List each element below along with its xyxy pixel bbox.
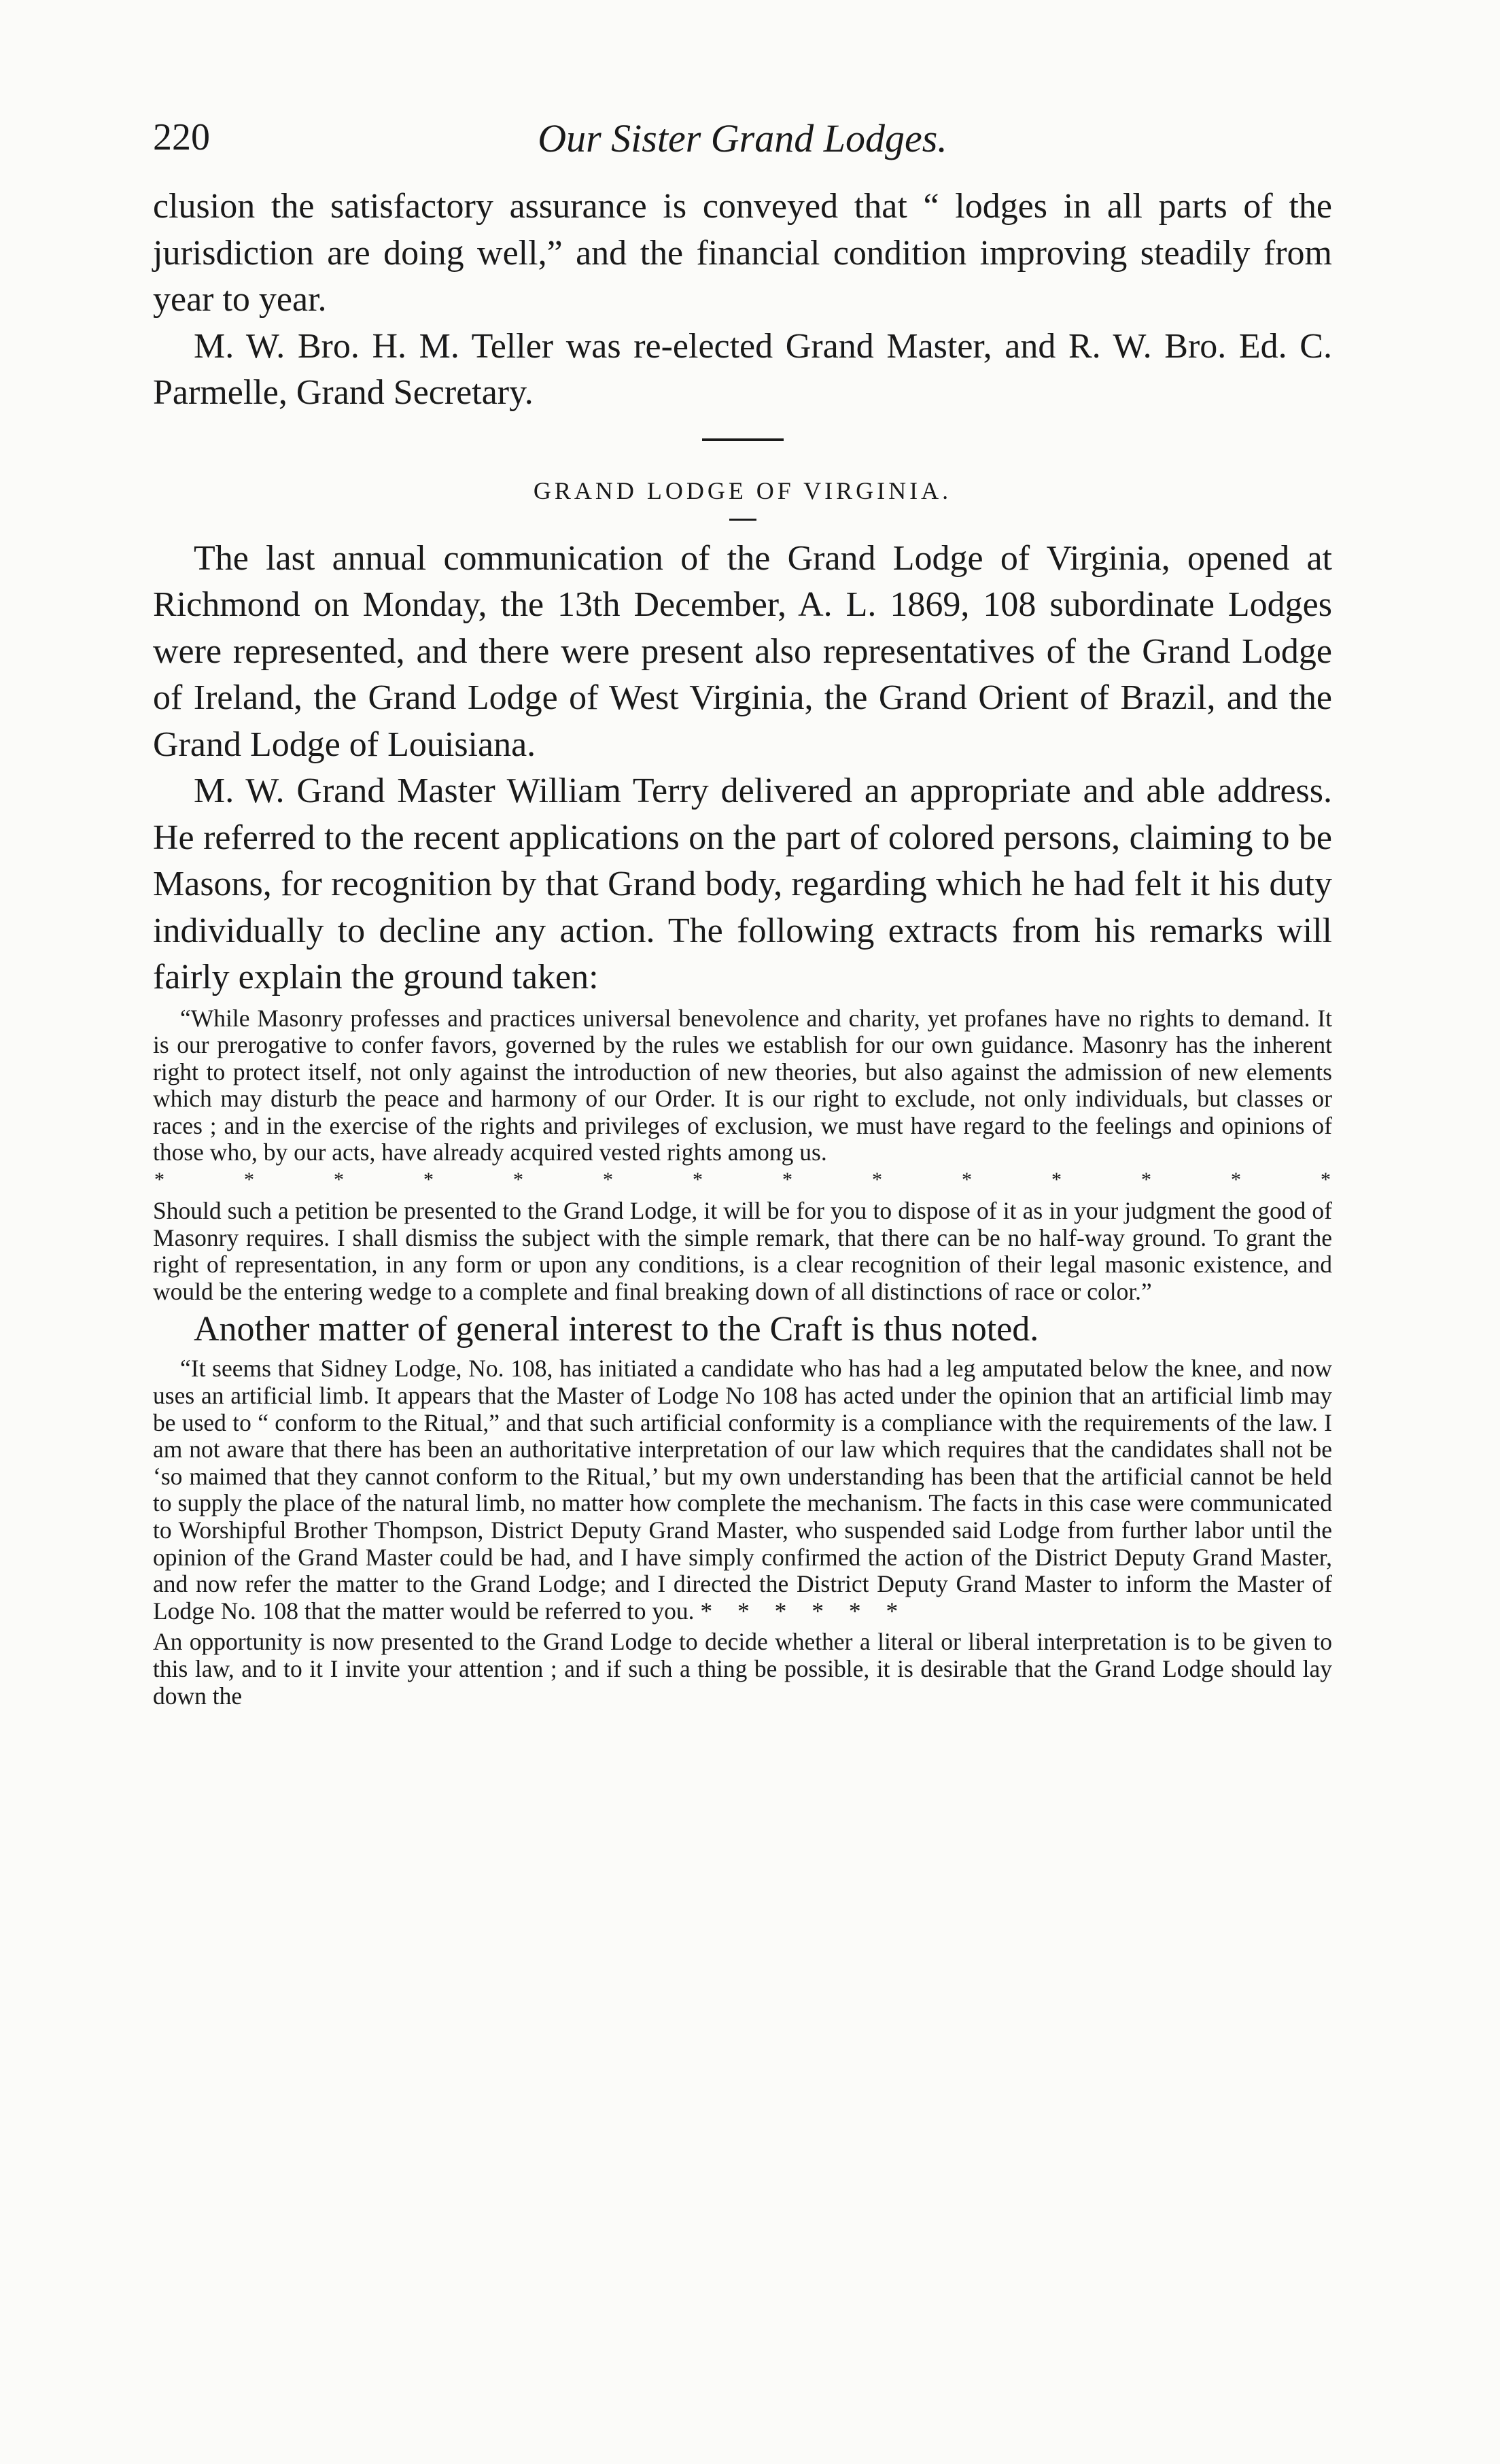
ellipsis-star: * (1231, 1168, 1241, 1192)
ellipsis-star: * (334, 1168, 344, 1192)
ellipsis-star: * (513, 1168, 523, 1192)
quote-two-part2: An opportunity is now presented to the Grand Lodge to decide whether a literal or liberal interpretation is to be given to this law, and to it I invite your attention ; and if such a thing be possible, it is desirable that the Grand Lodge should lay down the (153, 1628, 1332, 1710)
ellipsis-star: * (872, 1168, 882, 1192)
heading-dash (729, 519, 756, 521)
quote-two-part1 (153, 1355, 1332, 1625)
election-paragraph: M. W. Bro. H. M. Teller was re-elected Grand Master, and R. W. Bro. Ed. C. Parmelle, Grand Secretary. (153, 326, 1332, 412)
ellipsis-star: * (154, 1168, 164, 1192)
page-number: 220 (153, 116, 210, 158)
virginia-intro-paragraph: The last annual communication of the Grand Lodge of Virginia, opened at Richmond on Monday, the 13th December, A. L. 1869, 108 subordinate Lodges were represented, and there were present also representatives of the Grand Lodge of Ireland, the Grand Lodge of West Virginia, the Grand Orient of Brazil, and the Grand Lodge of Louisiana. (153, 538, 1332, 764)
running-head: Our Sister Grand Lodges. (538, 116, 947, 160)
ellipsis-star: * (1321, 1168, 1331, 1192)
ellipsis-star: * (244, 1168, 254, 1192)
grand-master-address-paragraph: M. W. Grand Master William Terry delivered an appropriate and able address. He referred to the recent applications on the part of colored persons, claiming to be Masons, for recognition by that Grand body, regarding which he had felt it his duty individually to decline any action. The following extracts from his remarks will fairly explain the ground taken: (153, 771, 1332, 996)
quote-one-part1: “While Masonry professes and practices universal benevolence and charity, yet profanes have no rights to demand. It is our prerogative to confer favors, governed by the rules we establish for our own guidance. Masonry has the inherent right to protect itself, not only against the introduction of new theories, but also against the admission of new elements which may disturb the peace and harmony of our Order. It is our right to exclude, not only individuals, but classes or races ; and in the exercise of the rights and privileges of exclusion, we must have regard to the feelings and opinions of those who, by our acts, have already acquired vested rights among us. (153, 1004, 1332, 1166)
section-heading: GRAND LODGE OF VIRGINIA. (533, 476, 952, 504)
quote-one-part2: Should such a petition be presented to the Grand Lodge, it will be for you to dispose of it as in your judgment the good of Masonry requires. I shall dismiss the subject with the simple remark, that there can be no half-way ground. To grant the right of representation, in any form or upon any conditions, is a clear recognition of their legal masonic existence, and would be the entering wedge to a complete and final breaking down of all distinctions of race or color.” (153, 1197, 1332, 1305)
page-header (153, 116, 1332, 177)
inline-ellipsis-stars: * * * * * * (700, 1597, 908, 1625)
ellipsis-star: * (1141, 1168, 1151, 1192)
ellipsis-star: * (423, 1168, 434, 1192)
ellipsis-star: * (603, 1168, 613, 1192)
ellipsis-star: * (782, 1168, 792, 1192)
ellipsis-star: * (693, 1168, 703, 1192)
quote-two-text: “It seems that Sidney Lodge, No. 108, has initiated a candidate who has had a leg amputated below the knee, and now uses an artificial limb. It appears that the Master of Lodge No 108 has acted under the opinion that an artificial limb may be used to “ conform to the Ritual,” and that such artificial conformity is a compliance with the requirements of the law. I am not aware that there has been an authoritative interpretation of our law which requires that the candidates shall not be ‘so maimed that they cannot conform to the Ritual,’ but my own understanding has been that the artificial cannot be held to supply the place of the natural limb, no matter how complete the mechanism. The facts in this case were communicated to Worshipful Brother Thompson, District Deputy Grand Master, who suspended said Lodge from further labor until the opinion of the Grand Master could be had, and I have simply confirmed the action of the District Deputy Grand Master, and now refer the matter to the Grand Lodge; and I directed the District Deputy Grand Master to inform the Master of Lodge No. 108 that the matter would be referred to you. (153, 1355, 1332, 1625)
ellipsis-star: * (962, 1168, 972, 1192)
transition-paragraph: Another matter of general interest to the Craft is thus noted. (194, 1310, 1039, 1349)
section-divider-rule (702, 438, 784, 441)
page-body (153, 184, 1332, 1710)
ellipsis-star-row (153, 1166, 1332, 1194)
continuation-paragraph: clusion the satisfactory assurance is conveyed that “ lodges in all parts of the jurisdiction are doing well,” and the financial condition improving steadily from year to year. (153, 187, 1332, 319)
ellipsis-star: * (1051, 1168, 1062, 1192)
